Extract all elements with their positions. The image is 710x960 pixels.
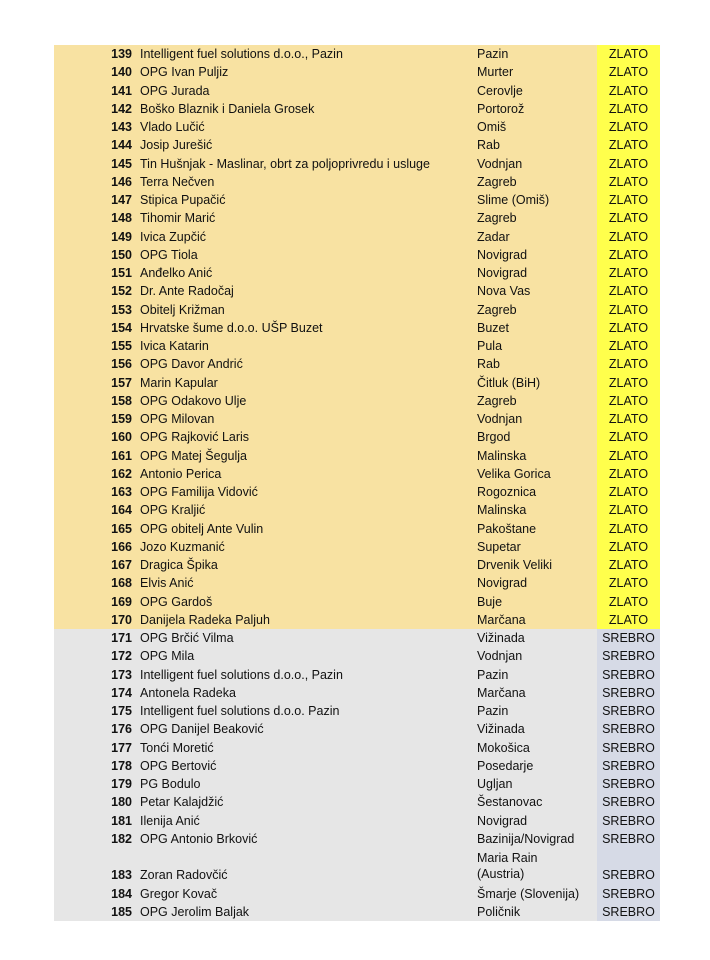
entry-place: Rab: [477, 138, 500, 153]
entry-name: OPG Mila: [140, 649, 195, 664]
entry-name: OPG Jurada: [140, 83, 210, 98]
entry-number: 170: [111, 612, 132, 627]
award-badge: ZLATO: [597, 593, 660, 611]
entry-name: Tihomir Marić: [140, 211, 216, 226]
entry-number: 184: [111, 886, 132, 901]
entry-place: Velika Gorica: [477, 466, 551, 481]
entry-number: 143: [111, 120, 132, 134]
entry-name: Stipica Pupačić: [140, 193, 226, 207]
entry-name: Antonio Perica: [140, 466, 222, 481]
entry-name: Hrvatske šume d.o.o. UŠP Buzet: [140, 320, 323, 335]
entry-number: 156: [111, 357, 132, 372]
table-row: [54, 173, 660, 191]
entry-name: OPG Danijel Beaković: [140, 722, 264, 737]
entry-place: Pula: [477, 339, 503, 353]
table-row: [54, 666, 660, 684]
award-badge: ZLATO: [597, 155, 660, 173]
table-row: [54, 63, 660, 81]
entry-number: 181: [111, 813, 132, 828]
entry-name: Dr. Ante Radočaj: [140, 284, 234, 299]
entry-number: 159: [111, 412, 132, 426]
entry-name: Marin Kapular: [140, 375, 218, 390]
entry-place: Drvenik Veliki: [477, 558, 553, 572]
table-row: [54, 301, 660, 319]
entry-place: Novigrad: [477, 266, 528, 280]
entry-place: Vižinada: [477, 722, 525, 737]
entry-name: Zoran Radovčić: [140, 868, 228, 883]
entry-number: 147: [111, 193, 132, 207]
table-row: [54, 428, 660, 446]
entry-number: 141: [111, 83, 132, 98]
results-table: [54, 45, 660, 921]
entry-place: Malinska: [477, 503, 527, 518]
entry-number: 185: [111, 904, 132, 919]
award-badge: ZLATO: [597, 45, 660, 63]
award-badge: SREBRO: [597, 775, 660, 793]
table-row: [54, 885, 660, 903]
entry-name: OPG Milovan: [140, 412, 215, 426]
entry-place: Zagreb: [477, 393, 517, 408]
entry-place: Marčana: [477, 685, 526, 700]
entry-name: OPG Familija Vidović: [140, 485, 258, 499]
award-badge: ZLATO: [597, 483, 660, 501]
award-badge: ZLATO: [597, 136, 660, 154]
entry-place: Buzet: [477, 320, 509, 335]
entry-number: 150: [111, 247, 132, 262]
entry-place: Brgod: [477, 430, 511, 445]
table-row: [54, 374, 660, 392]
entry-place: Mokošica: [477, 740, 530, 755]
entry-name: OPG Ivan Puljiz: [140, 65, 229, 80]
entry-place: Vodnjan: [477, 649, 523, 664]
entry-name: Tonći Moretić: [140, 740, 214, 755]
entry-place: Supetar: [477, 539, 521, 554]
entry-number: 149: [111, 229, 132, 244]
entry-name: Ivica Zupčić: [140, 229, 206, 244]
table-row: [54, 264, 660, 282]
award-badge: SREBRO: [597, 702, 660, 720]
entry-name: Elvis Anić: [140, 576, 194, 591]
table-row: [54, 848, 660, 885]
award-badge: ZLATO: [597, 82, 660, 100]
table-row: [54, 574, 660, 592]
entry-place: [477, 850, 537, 882]
award-badge: SREBRO: [597, 812, 660, 830]
table-row: [54, 647, 660, 665]
entry-place: Portorož: [477, 101, 525, 116]
award-badge: ZLATO: [597, 191, 660, 209]
entry-name: OPG Antonio Brković: [140, 831, 258, 846]
award-badge: SREBRO: [597, 629, 660, 647]
table-row: [54, 775, 660, 793]
award-badge: ZLATO: [597, 228, 660, 246]
entry-number: 155: [111, 339, 132, 353]
entry-name: OPG Tiola: [140, 247, 198, 262]
entry-name: Intelligent fuel solutions d.o.o., Pazin: [140, 667, 343, 682]
table-row: [54, 812, 660, 830]
entry-number: 179: [111, 777, 132, 791]
table-row: [54, 392, 660, 410]
award-badge: ZLATO: [597, 392, 660, 410]
award-badge: ZLATO: [597, 264, 660, 282]
entry-name: OPG Bertović: [140, 758, 217, 773]
entry-place: Zagreb: [477, 174, 517, 189]
table-row: [54, 903, 660, 921]
entry-place: Ugljan: [477, 777, 513, 791]
entry-number: 148: [111, 211, 132, 226]
table-row: [54, 155, 660, 173]
table-row: [54, 355, 660, 373]
entry-place: Rogoznica: [477, 485, 537, 499]
entry-name: Tin Hušnjak - Maslinar, obrt za poljoprivredu i usluge: [140, 156, 430, 171]
award-badge: ZLATO: [597, 520, 660, 538]
award-badge: ZLATO: [597, 574, 660, 592]
table-row: [54, 501, 660, 519]
entry-name: OPG Jerolim Baljak: [140, 904, 250, 919]
award-badge: SREBRO: [597, 757, 660, 775]
entry-place-line: Maria Rain: [477, 851, 538, 865]
entry-number: 154: [111, 320, 132, 335]
entry-place: Novigrad: [477, 576, 528, 591]
entry-name: Jozo Kuzmanić: [140, 539, 225, 554]
entry-number: 167: [111, 558, 132, 572]
entry-place: Malinska: [477, 448, 527, 463]
entry-number: 182: [111, 831, 132, 846]
award-badge: ZLATO: [597, 556, 660, 574]
entry-place: Zagreb: [477, 302, 517, 317]
table-row: [54, 410, 660, 428]
table-row: [54, 136, 660, 154]
table-row: [54, 100, 660, 118]
entry-name: OPG Matej Šegulja: [140, 448, 247, 463]
entry-place: Šestanovac: [477, 795, 543, 810]
entry-number: 151: [111, 266, 132, 280]
award-badge: ZLATO: [597, 246, 660, 264]
table-row: [54, 593, 660, 611]
entry-number: 165: [111, 521, 132, 536]
award-badge: ZLATO: [597, 209, 660, 227]
entry-name: Ilenija Anić: [140, 813, 200, 828]
award-badge: ZLATO: [597, 355, 660, 373]
award-badge: SREBRO: [597, 739, 660, 757]
entry-number: 145: [111, 156, 132, 171]
entry-name: OPG Brčić Vilma: [140, 631, 234, 645]
award-badge: SREBRO: [597, 848, 660, 885]
entry-name: OPG Kraljić: [140, 503, 206, 518]
table-row: [54, 282, 660, 300]
entry-place: Buje: [477, 594, 503, 609]
entry-place: Pakoštane: [477, 521, 537, 536]
award-badge: SREBRO: [597, 720, 660, 738]
entry-name: Dragica Špika: [140, 558, 218, 572]
table-row: [54, 611, 660, 629]
entry-name: Petar Kalajdžić: [140, 795, 224, 810]
award-badge: ZLATO: [597, 100, 660, 118]
entry-name: Obitelj Križman: [140, 302, 225, 317]
entry-place: Vodnjan: [477, 156, 523, 171]
entry-place: Pazin: [477, 47, 509, 61]
entry-number: 180: [111, 795, 132, 810]
table-row: [54, 739, 660, 757]
entry-place: Slime (Omiš): [477, 193, 550, 207]
table-row: [54, 538, 660, 556]
table-row: [54, 520, 660, 538]
entry-place-line: (Austria): [477, 867, 525, 881]
entry-number: 175: [111, 704, 132, 718]
table-row: [54, 319, 660, 337]
entry-name: Terra Nečven: [140, 174, 215, 189]
entry-name: Intelligent fuel solutions d.o.o. Pazin: [140, 704, 340, 718]
entry-place: Vodnjan: [477, 412, 523, 426]
award-badge: ZLATO: [597, 538, 660, 556]
entry-place: Pazin: [477, 667, 509, 682]
entry-place: Murter: [477, 65, 514, 80]
table-row: [54, 684, 660, 702]
entry-number: 183: [111, 868, 132, 883]
award-badge: ZLATO: [597, 337, 660, 355]
table-row: [54, 757, 660, 775]
entry-number: 169: [111, 594, 132, 609]
table-row: [54, 793, 660, 811]
table-row: [54, 629, 660, 647]
entry-place: Nova Vas: [477, 284, 531, 299]
entry-name: OPG Rajković Laris: [140, 430, 250, 445]
entry-place: Pazin: [477, 704, 509, 718]
entry-place: Cerovlje: [477, 83, 523, 98]
entry-place: Poličnik: [477, 904, 521, 919]
table-row: [54, 228, 660, 246]
award-badge: ZLATO: [597, 63, 660, 81]
entry-name: OPG obitelj Ante Vulin: [140, 521, 264, 536]
entry-name: OPG Odakovo Ulje: [140, 393, 247, 408]
table-row: [54, 191, 660, 209]
award-badge: ZLATO: [597, 501, 660, 519]
award-badge: ZLATO: [597, 319, 660, 337]
table-row: [54, 830, 660, 848]
entry-number: 139: [111, 47, 132, 61]
entry-number: 164: [111, 503, 132, 518]
entry-name: Intelligent fuel solutions d.o.o., Pazin: [140, 47, 343, 61]
entry-number: 176: [111, 722, 132, 737]
award-badge: ZLATO: [597, 428, 660, 446]
table-row: [54, 720, 660, 738]
entry-number: 174: [111, 685, 132, 700]
award-badge: ZLATO: [597, 374, 660, 392]
entry-place: Marčana: [477, 612, 526, 627]
entry-name: PG Bodulo: [140, 777, 201, 791]
entry-number: 178: [111, 758, 132, 773]
entry-place: Bazinija/Novigrad: [477, 831, 575, 846]
award-badge: ZLATO: [597, 447, 660, 465]
entry-place: Čitluk (BiH): [477, 375, 541, 390]
entry-number: 163: [111, 485, 132, 499]
entry-name: OPG Davor Andrić: [140, 357, 243, 372]
award-badge: ZLATO: [597, 611, 660, 629]
entry-number: 171: [111, 631, 132, 645]
entry-number: 172: [111, 649, 132, 664]
entry-number: 173: [111, 667, 132, 682]
entry-place: Zagreb: [477, 211, 517, 226]
entry-place: Šmarje (Slovenija): [477, 886, 580, 901]
award-badge: ZLATO: [597, 173, 660, 191]
entry-name: Antonela Radeka: [140, 685, 236, 700]
table-row: [54, 82, 660, 100]
entry-place: Novigrad: [477, 247, 528, 262]
entry-place: Posedarje: [477, 758, 534, 773]
entry-name: Anđelko Anić: [140, 266, 213, 280]
table-row: [54, 118, 660, 136]
entry-number: 144: [111, 138, 132, 153]
award-badge: ZLATO: [597, 301, 660, 319]
table-row: [54, 556, 660, 574]
entry-number: 152: [111, 284, 132, 299]
entry-name: Boško Blaznik i Daniela Grosek: [140, 101, 315, 116]
table-row: [54, 465, 660, 483]
entry-name: Gregor Kovač: [140, 886, 218, 901]
table-row: [54, 209, 660, 227]
award-badge: ZLATO: [597, 118, 660, 136]
table-row: [54, 337, 660, 355]
award-badge: ZLATO: [597, 282, 660, 300]
entry-place: Novigrad: [477, 813, 528, 828]
entry-number: 140: [111, 65, 132, 80]
entry-number: 157: [111, 375, 132, 390]
award-badge: ZLATO: [597, 410, 660, 428]
award-badge: SREBRO: [597, 830, 660, 848]
entry-place: Zadar: [477, 229, 510, 244]
entry-name: Vlado Lučić: [140, 120, 205, 134]
entry-number: 166: [111, 539, 132, 554]
award-badge: SREBRO: [597, 647, 660, 665]
entry-number: 161: [111, 448, 132, 463]
award-badge: SREBRO: [597, 684, 660, 702]
award-badge: SREBRO: [597, 793, 660, 811]
table-row: [54, 246, 660, 264]
award-badge: SREBRO: [597, 885, 660, 903]
entry-name: Danijela Radeka Paljuh: [140, 612, 270, 627]
entry-number: 160: [111, 430, 132, 445]
table-row: [54, 45, 660, 63]
entry-name: Ivica Katarin: [140, 339, 209, 353]
award-badge: SREBRO: [597, 903, 660, 921]
award-badge: SREBRO: [597, 666, 660, 684]
entry-number: 177: [111, 740, 132, 755]
entry-number: 146: [111, 174, 132, 189]
entry-number: 168: [111, 576, 132, 591]
entry-name: Josip Jurešić: [140, 138, 213, 153]
entry-number: 162: [111, 466, 132, 481]
entry-place: Omiš: [477, 120, 507, 134]
table-row: [54, 702, 660, 720]
award-badge: ZLATO: [597, 465, 660, 483]
table-row: [54, 483, 660, 501]
entry-place: Rab: [477, 357, 500, 372]
entry-name: OPG Gardoš: [140, 594, 213, 609]
entry-number: 153: [111, 302, 132, 317]
table-row: [54, 447, 660, 465]
entry-number: 142: [111, 101, 132, 116]
entry-number: 158: [111, 393, 132, 408]
entry-place: Vižinada: [477, 631, 525, 645]
